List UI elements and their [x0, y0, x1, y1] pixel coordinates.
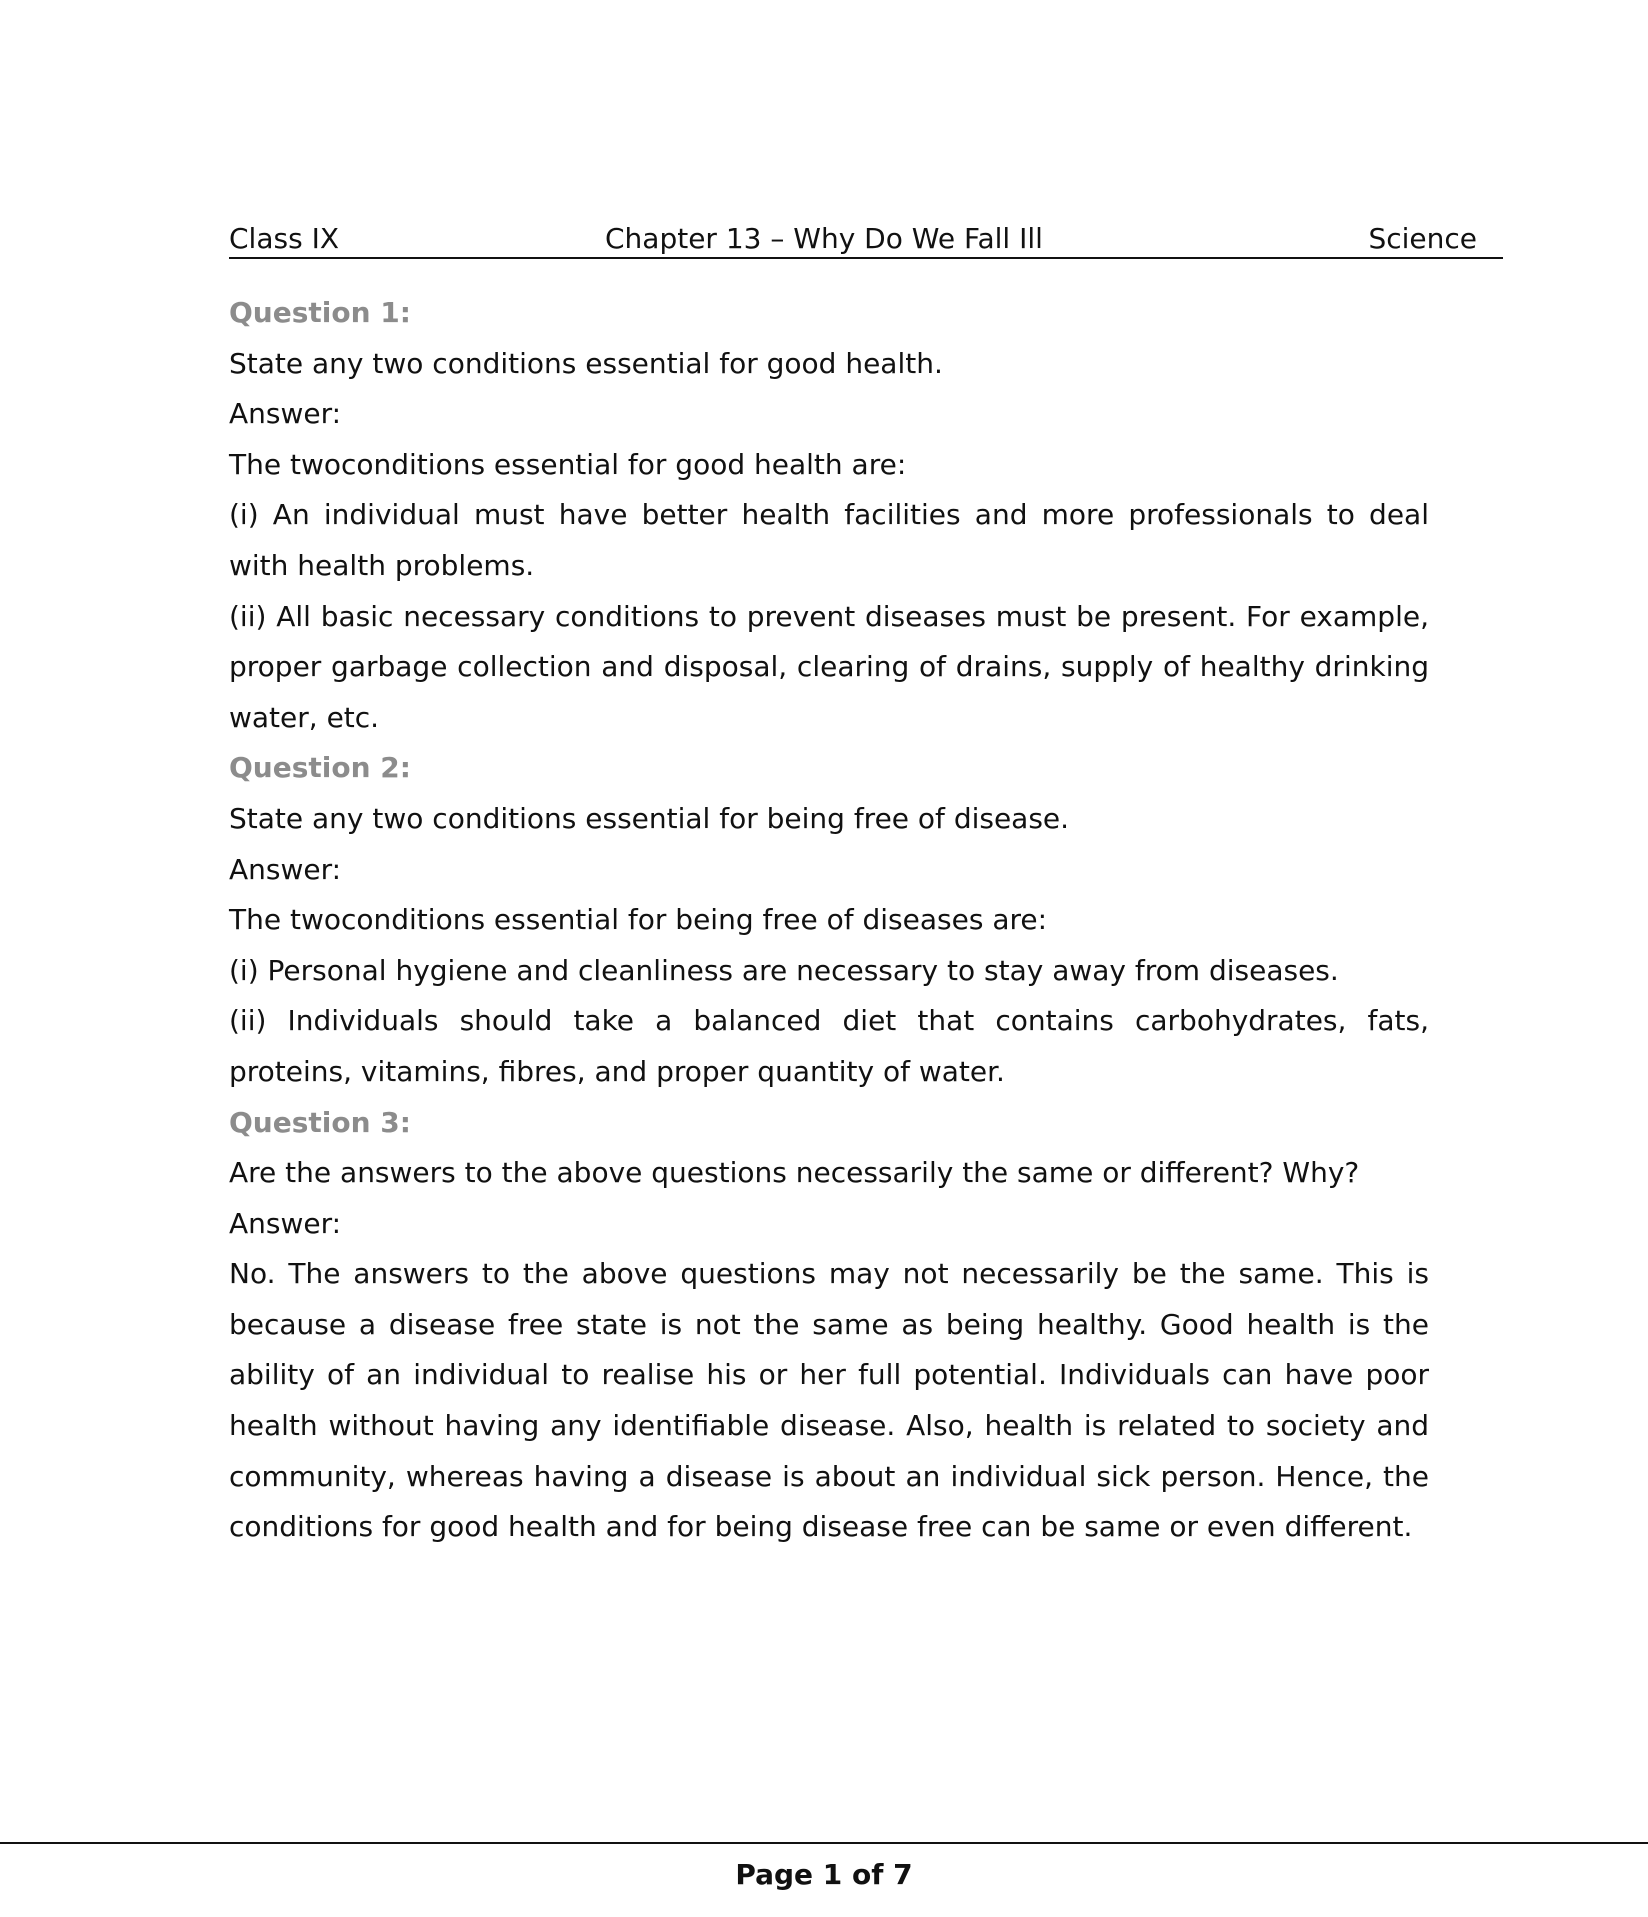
- class-label: Class IX: [229, 222, 340, 255]
- document-body: [229, 288, 1429, 1553]
- answer-2-point-2: (ii) Individuals should take a balanced diet that contains carbohydrates, fats, proteins, vitamins, fibres, and proper quantity of water.: [229, 1004, 1429, 1088]
- answer-2-point-1: (i) Personal hygiene and cleanliness are necessary to stay away from diseases.: [229, 953, 1339, 987]
- answer-1-point-1: (i) An individual must have better health facilities and more professionals to deal with health problems.: [229, 498, 1429, 582]
- page-number: Page 1 of 7: [735, 1858, 913, 1891]
- question-2-text: State any two conditions essential for being free of disease.: [229, 801, 1070, 835]
- answer-3-label: Answer:: [229, 1206, 342, 1240]
- question-2-heading: Question 2:: [229, 751, 411, 785]
- question-3-text: Are the answers to the above questions necessarily the same or different? Why?: [229, 1156, 1360, 1190]
- question-3-heading: Question 3:: [229, 1105, 411, 1139]
- answer-2-intro: The twoconditions essential for being free of diseases are:: [229, 903, 1048, 937]
- footer-divider: [0, 1842, 1648, 1844]
- answer-1-point-2: (ii) All basic necessary conditions to prevent diseases must be present. For example, proper garbage collection and disposal, clearing of drains, supply of healthy drinking water, etc.: [229, 599, 1429, 734]
- subject-label: Science: [1368, 222, 1477, 255]
- question-1-text: State any two conditions essential for good health.: [229, 346, 943, 380]
- page-header: [229, 222, 1503, 259]
- answer-1-label: Answer:: [229, 397, 342, 431]
- answer-1-intro: The twoconditions essential for good health are:: [229, 447, 907, 481]
- answer-2-label: Answer:: [229, 852, 342, 886]
- chapter-title: Chapter 13 – Why Do We Fall Ill: [605, 222, 1043, 255]
- answer-3-text: No. The answers to the above questions may not necessarily be the same. This is because a disease free state is not the same as being healthy. Good health is the ability of an individual to realise his or her full potential. Individuals can have poor health without having any identifiable disease. Also, health is related to society and community, whereas having a disease is about an individual sick person. Hence, the conditions for good health and for being disease free can be same or even different.: [229, 1257, 1429, 1544]
- question-1-heading: Question 1:: [229, 296, 411, 329]
